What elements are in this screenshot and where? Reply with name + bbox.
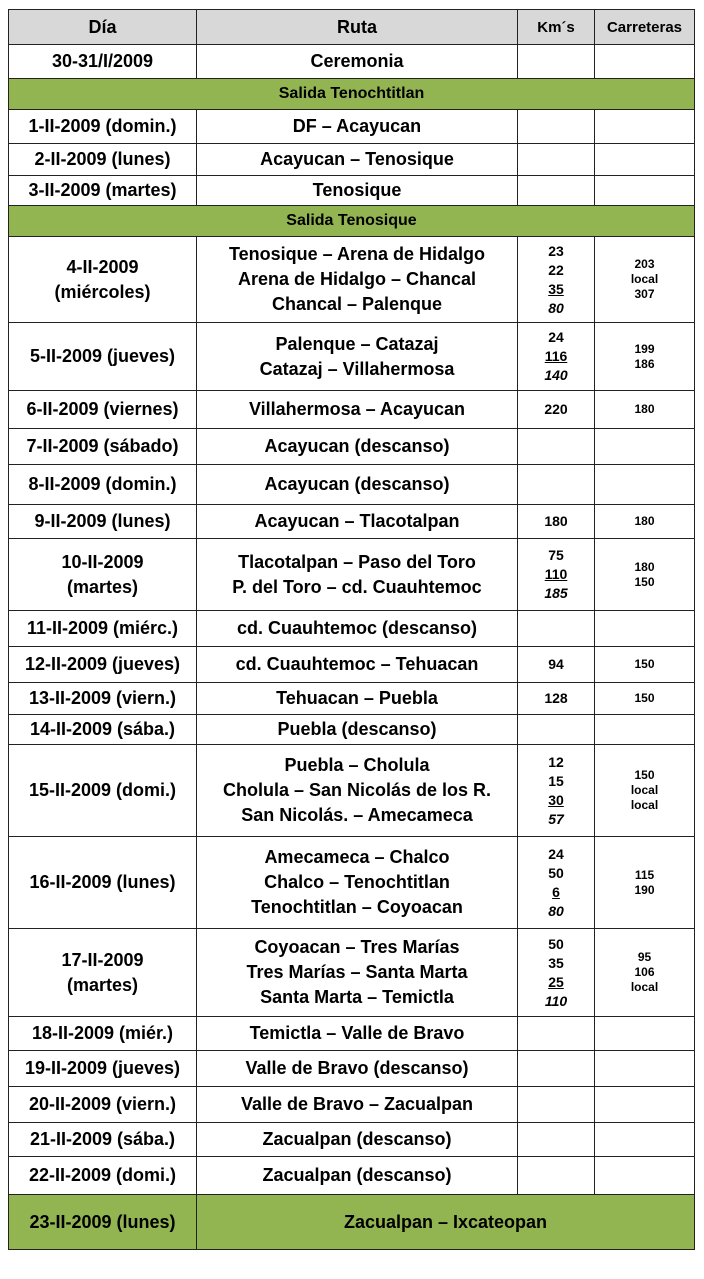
route-cell (197, 237, 518, 323)
km-cell (518, 1051, 595, 1087)
table-row (9, 505, 695, 539)
km-line: 80 (548, 299, 564, 316)
route-line: Tehuacan – Puebla (276, 688, 438, 708)
day-line: 14-II-2009 (sába.) (29, 719, 176, 739)
route-cell (197, 45, 518, 79)
table-row (9, 745, 695, 837)
road-line: 203 (634, 257, 655, 271)
km-cell (518, 465, 595, 505)
km-cell (518, 1087, 595, 1123)
km-cell (518, 611, 595, 647)
road-cell (595, 1087, 695, 1123)
route-line: Catazaj – Villahermosa (259, 358, 455, 379)
km-cell (518, 683, 595, 715)
route-cell (197, 1157, 518, 1195)
day-line: 2-II-2009 (lunes) (34, 149, 171, 169)
km-line: 110 (544, 566, 568, 582)
table-row (9, 611, 695, 647)
road-line: 115 (634, 867, 655, 882)
road-line: local (630, 783, 659, 797)
day-line: 13-II-2009 (viern.) (28, 688, 177, 708)
table-row (9, 837, 695, 929)
route-line: cd. Cuauhtemoc – Tehuacan (235, 654, 479, 674)
day-line: 3-II-2009 (martes) (28, 180, 177, 200)
day-cell (9, 715, 197, 745)
route-cell (197, 110, 518, 144)
road-cell (595, 1051, 695, 1087)
day-cell (9, 837, 197, 929)
table-row (9, 429, 695, 465)
road-cell (595, 837, 695, 929)
km-cell (518, 745, 595, 837)
km-cell (518, 391, 595, 429)
day-cell (9, 745, 197, 837)
day-line: 17-II-2009 (61, 949, 144, 970)
day-cell (9, 1051, 197, 1087)
route-line: Tenosique (312, 180, 402, 200)
road-line: 106 (634, 965, 655, 979)
day-cell (9, 1157, 197, 1195)
day-cell (9, 176, 197, 206)
route-cell (197, 837, 518, 929)
road-cell (595, 505, 695, 539)
road-line: 190 (634, 882, 655, 897)
route-line: Tlacotalpan – Paso del Toro (238, 551, 476, 572)
table-row (9, 647, 695, 683)
km-line: 50 (548, 864, 564, 881)
km-cell (518, 110, 595, 144)
km-line: 80 (548, 902, 564, 919)
km-line: 220 (544, 401, 568, 417)
route-cell (197, 505, 518, 539)
route-cell (197, 1017, 518, 1051)
route-line: Acayucan (descanso) (264, 474, 450, 494)
km-line: 110 (544, 992, 568, 1009)
km-cell (518, 429, 595, 465)
road-cell (595, 1123, 695, 1157)
header-ruta: Ruta (197, 10, 518, 45)
day-line: 16-II-2009 (lunes) (29, 872, 176, 892)
section-label: Salida Tenochtitlan (9, 79, 695, 110)
route-line: cd. Cuauhtemoc (descanso) (236, 618, 478, 638)
day-line: 9-II-2009 (lunes) (34, 511, 171, 531)
day-line: 11-II-2009 (miérc.) (26, 618, 179, 638)
route-line: Amecameca – Chalco (264, 847, 450, 867)
table-row (9, 465, 695, 505)
road-cell (595, 929, 695, 1017)
route-line: Zacualpan (descanso) (262, 1129, 452, 1149)
itinerary-table (8, 9, 695, 1250)
route-line: DF – Acayucan (292, 116, 422, 136)
km-line: 23 (548, 242, 564, 259)
route-line: Santa Marta – Temictla (260, 987, 454, 1007)
route-line: Villahermosa – Acayucan (248, 399, 466, 419)
table-row (9, 144, 695, 176)
table-row (9, 391, 695, 429)
day-cell: 23-II-2009 (lunes) (9, 1195, 197, 1250)
day-line: 6-II-2009 (viernes) (26, 399, 179, 419)
day-cell (9, 505, 197, 539)
day-line: (martes) (66, 974, 139, 995)
road-line: 180 (634, 559, 655, 574)
final-row (9, 1195, 695, 1250)
km-line: 24 (548, 845, 564, 862)
route-cell (197, 745, 518, 837)
road-cell (595, 45, 695, 79)
km-line: 140 (544, 367, 568, 383)
route-line: Palenque – Catazaj (275, 333, 439, 354)
day-cell (9, 1017, 197, 1051)
km-cell (518, 929, 595, 1017)
day-cell (9, 647, 197, 683)
km-line: 15 (548, 772, 564, 789)
day-line: 15-II-2009 (domi.) (28, 780, 177, 800)
route-cell (197, 1123, 518, 1157)
road-line: 150 (634, 768, 655, 782)
road-line: local (630, 980, 659, 994)
route-cell (197, 715, 518, 745)
km-line: 185 (544, 585, 568, 601)
table-row (9, 237, 695, 323)
km-line: 6 (552, 883, 560, 900)
table-row (9, 1017, 695, 1051)
day-line: 4-II-2009 (66, 256, 139, 277)
table-row (9, 1051, 695, 1087)
road-cell (595, 715, 695, 745)
table-row (9, 1123, 695, 1157)
km-line: 30 (548, 791, 564, 808)
section-label: Salida Tenosique (9, 206, 695, 237)
road-cell (595, 745, 695, 837)
road-cell (595, 429, 695, 465)
route-line: Chancal – Palenque (271, 294, 443, 314)
road-cell (595, 110, 695, 144)
road-line: 150 (634, 691, 655, 705)
day-cell (9, 45, 197, 79)
km-line: 25 (548, 973, 564, 990)
table-row (9, 45, 695, 79)
route-cell (197, 1087, 518, 1123)
day-line: 21-II-2009 (sába.) (29, 1129, 176, 1149)
km-line: 180 (544, 513, 568, 529)
route-line: Tenochtitlan – Coyoacan (251, 897, 463, 917)
route-line: Tenosique – Arena de Hidalgo (228, 244, 486, 264)
road-cell (595, 176, 695, 206)
route-line: Arena de Hidalgo – Chancal (237, 269, 477, 289)
header-carreteras: Carreteras (595, 10, 695, 45)
km-line: 94 (548, 656, 564, 672)
route-cell (197, 144, 518, 176)
route-cell (197, 176, 518, 206)
road-cell (595, 391, 695, 429)
road-line: 150 (634, 657, 655, 671)
km-cell (518, 715, 595, 745)
km-line: 24 (548, 329, 564, 345)
road-line: local (630, 798, 659, 812)
road-cell (595, 1157, 695, 1195)
route-line: Acayucan (descanso) (264, 436, 450, 456)
road-line: 186 (634, 356, 655, 371)
route-line: Zacualpan (descanso) (262, 1165, 452, 1185)
km-cell (518, 539, 595, 611)
road-cell (595, 647, 695, 683)
section-row (9, 206, 695, 237)
route-cell (197, 429, 518, 465)
road-cell (595, 683, 695, 715)
table-row (9, 539, 695, 611)
km-line: 116 (544, 348, 568, 364)
km-cell (518, 505, 595, 539)
km-cell (518, 237, 595, 323)
route-line: Coyoacan – Tres Marías (254, 937, 460, 957)
route-cell (197, 465, 518, 505)
day-line: (miércoles) (54, 281, 151, 302)
day-line: 18-II-2009 (miér.) (31, 1023, 174, 1043)
table-row (9, 176, 695, 206)
km-cell (518, 647, 595, 683)
road-cell (595, 144, 695, 176)
day-cell (9, 1087, 197, 1123)
road-line: 180 (634, 402, 655, 416)
route-line: Valle de Bravo – Zacualpan (240, 1094, 474, 1114)
km-cell (518, 1157, 595, 1195)
section-row (9, 79, 695, 110)
table-row (9, 929, 695, 1017)
route-cell (197, 647, 518, 683)
route-cell (197, 391, 518, 429)
day-cell (9, 429, 197, 465)
day-line: 19-II-2009 (jueves) (24, 1058, 181, 1078)
road-line: 95 (637, 950, 652, 964)
header-row (9, 10, 695, 45)
route-cell (197, 323, 518, 391)
route-line: Puebla – Cholula (284, 755, 430, 775)
km-line: 50 (548, 935, 564, 952)
road-line: local (630, 272, 659, 286)
road-line: 150 (634, 574, 655, 589)
route-line: Ceremonia (310, 51, 404, 71)
km-line: 12 (548, 753, 564, 770)
route-cell (197, 1051, 518, 1087)
road-line: 199 (634, 341, 655, 356)
road-cell (595, 611, 695, 647)
road-cell (595, 539, 695, 611)
day-line: (martes) (66, 576, 139, 597)
road-line: 307 (634, 287, 655, 301)
table-row (9, 683, 695, 715)
day-line: 10-II-2009 (61, 551, 144, 572)
route-line: Puebla (descanso) (277, 719, 437, 739)
header-kms: Km´s (518, 10, 595, 45)
km-cell (518, 176, 595, 206)
km-cell (518, 144, 595, 176)
road-cell (595, 465, 695, 505)
road-line: 180 (634, 514, 655, 528)
table-row (9, 715, 695, 745)
day-cell (9, 683, 197, 715)
km-line: 128 (544, 690, 568, 706)
road-cell (595, 237, 695, 323)
table-row (9, 323, 695, 391)
km-cell (518, 1123, 595, 1157)
route-line: San Nicolás. – Amecameca (241, 805, 473, 825)
day-cell (9, 1123, 197, 1157)
table-row (9, 110, 695, 144)
day-cell (9, 391, 197, 429)
route-line: Acayucan – Tenosique (260, 149, 454, 169)
km-line: 22 (548, 261, 564, 278)
road-cell (595, 1017, 695, 1051)
route-line: P. del Toro – cd. Cuauhtemoc (232, 576, 482, 597)
km-line: 35 (548, 280, 564, 297)
km-line: 75 (548, 547, 564, 563)
header-dia: Día (9, 10, 197, 45)
day-line: 22-II-2009 (domi.) (28, 1165, 177, 1185)
day-line: 7-II-2009 (sábado) (26, 436, 179, 456)
route-line: Temictla – Valle de Bravo (249, 1023, 465, 1043)
route-cell (197, 539, 518, 611)
km-cell (518, 1017, 595, 1051)
road-cell (595, 323, 695, 391)
day-cell (9, 929, 197, 1017)
day-cell (9, 110, 197, 144)
day-line: 20-II-2009 (viern.) (28, 1094, 177, 1114)
day-cell (9, 465, 197, 505)
day-cell (9, 539, 197, 611)
km-cell (518, 837, 595, 929)
route-line: Chalco – Tenochtitlan (264, 872, 450, 892)
day-cell (9, 144, 197, 176)
day-line: 8-II-2009 (domin.) (28, 474, 177, 494)
route-line: Acayucan – Tlacotalpan (254, 511, 460, 531)
km-line: 35 (548, 954, 564, 971)
route-line: Valle de Bravo (descanso) (245, 1058, 469, 1078)
day-cell (9, 611, 197, 647)
day-cell (9, 237, 197, 323)
km-line: 57 (548, 810, 564, 827)
day-line: 1-II-2009 (domin.) (28, 116, 177, 136)
km-cell (518, 45, 595, 79)
table-row (9, 1157, 695, 1195)
table-row (9, 1087, 695, 1123)
route-line: Tres Marías – Santa Marta (246, 962, 468, 982)
day-line: 30-31/I/2009 (51, 51, 154, 71)
route-cell (197, 611, 518, 647)
route-line: Cholula – San Nicolás de los R. (222, 780, 492, 800)
km-cell (518, 323, 595, 391)
route-cell (197, 929, 518, 1017)
route-cell: Zacualpan – Ixcateopan (197, 1195, 695, 1250)
day-line: 5-II-2009 (jueves) (29, 346, 176, 366)
day-line: 12-II-2009 (jueves) (24, 654, 181, 674)
itinerary-body (9, 45, 695, 1250)
day-cell (9, 323, 197, 391)
route-cell (197, 683, 518, 715)
